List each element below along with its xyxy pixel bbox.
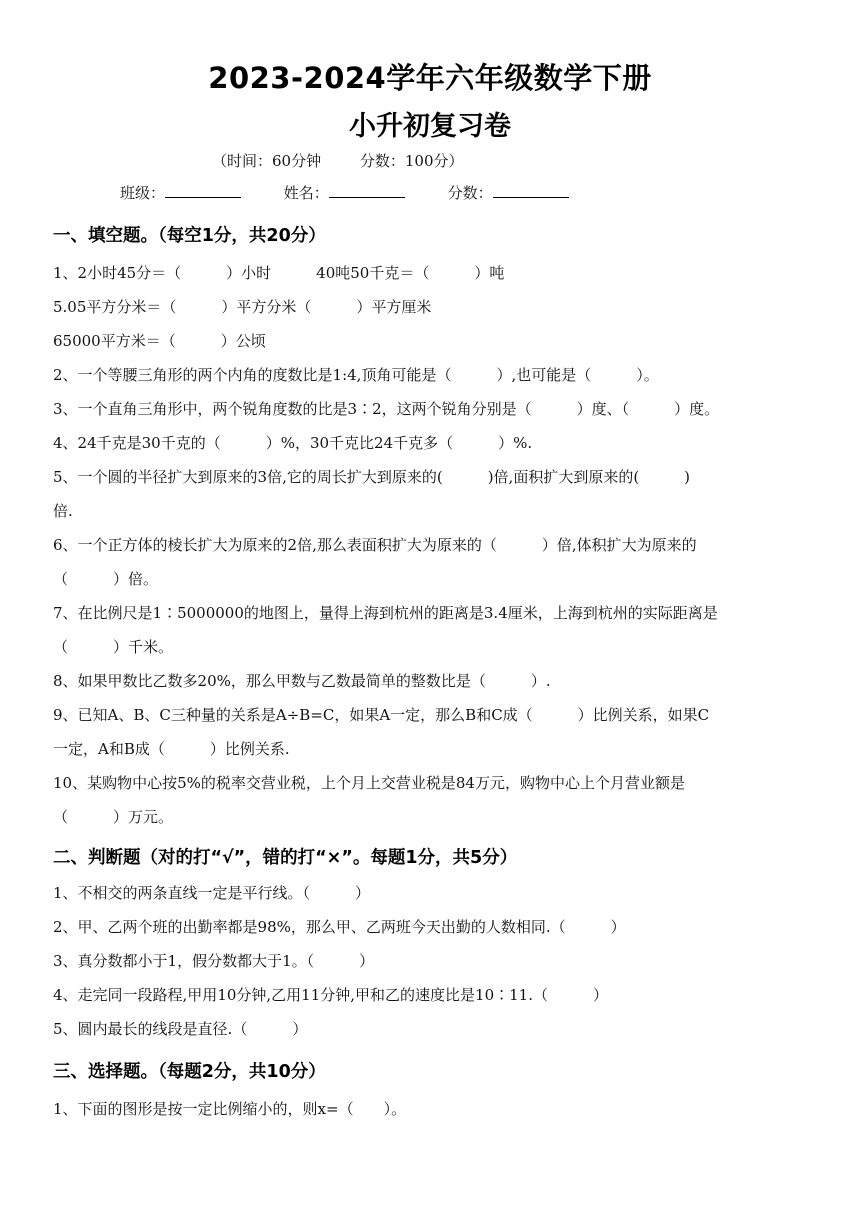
section1-heading: 一、填空题。（每空1分，共20分） — [53, 226, 326, 246]
question-line: 1、下面的图形是按一定比例缩小的，则x=（ ）。 — [53, 1100, 407, 1118]
question-line: 1、2小时45分＝（ ）小时 40吨50千克＝（ ）吨 — [53, 264, 505, 282]
question-line: 4、走完同一段路程,甲用10分钟,乙用11分钟,甲和乙的速度比是10∶11.（ ） — [53, 986, 608, 1004]
exam-info — [212, 150, 498, 171]
question-line: 5、一个圆的半径扩大到原来的3倍,它的周长扩大到原来的( )倍,面积扩大到原来的( ) — [53, 468, 691, 486]
question-line: 一定，A和B成（ ）比例关系. — [53, 740, 290, 758]
time-info: （时间：60分钟 — [212, 152, 322, 170]
question-line: 8、如果甲数比乙数多20%，那么甲数与乙数最简单的整数比是（ ）. — [53, 672, 551, 690]
question-line: （ ）万元。 — [53, 808, 174, 826]
class-blank[interactable] — [165, 183, 241, 198]
question-line: 3、真分数都小于1，假分数都大于1。（ ） — [53, 952, 375, 970]
question-line: （ ）千米。 — [53, 638, 174, 656]
question-line: 5、圆内最长的线段是直径.（ ） — [53, 1020, 308, 1038]
question-line: 4、24千克是30千克的（ ）%，30千克比24千克多（ ）%. — [53, 434, 533, 452]
exam-subtitle: 小升初复习卷 — [349, 111, 511, 142]
name-field — [284, 182, 405, 203]
question-line: 7、在比例尺是1∶5000000的地图上，量得上海到杭州的距离是3.4厘米，上海到杭州的实际距离是 — [53, 604, 718, 622]
exam-title: 2023-2024学年六年级数学下册 — [208, 61, 652, 95]
class-label: 班级： — [120, 184, 166, 202]
question-line: （ ）倍。 — [53, 570, 159, 588]
question-line: 3、一个直角三角形中，两个锐角度数的比是3∶2，这两个锐角分别是（ ）度、（ ）度。 — [53, 400, 720, 418]
score-label: 分数： — [447, 184, 493, 202]
name-label: 姓名： — [283, 184, 329, 202]
student-fields — [120, 182, 607, 203]
total-score-info: 分数：100分） — [359, 152, 464, 170]
section2-heading: 二、判断题（对的打“√”，错的打“×”。每题1分，共5分） — [53, 848, 518, 868]
question-line: 10、某购物中心按5%的税率交营业税，上个月上交营业税是84万元，购物中心上个月营业额是 — [53, 774, 685, 792]
question-line: 1、不相交的两条直线一定是平行线。（ ） — [53, 884, 371, 902]
class-field — [120, 182, 241, 203]
score-blank[interactable] — [493, 183, 569, 198]
section3-heading: 三、选择题。（每题2分，共10分） — [53, 1062, 326, 1082]
score-field — [448, 182, 569, 203]
question-line: 5.05平方分米＝（ ）平方分米（ ）平方厘米 — [53, 298, 432, 316]
question-line: 2、一个等腰三角形的两个内角的度数比是1:4,顶角可能是（ ）,也可能是（ ）。 — [53, 366, 659, 384]
question-line: 6、一个正方体的棱长扩大为原来的2倍,那么表面积扩大为原来的（ ）倍,体积扩大为原来的 — [53, 536, 697, 554]
name-blank[interactable] — [329, 183, 405, 198]
question-line: 65000平方米＝（ ）公顷 — [53, 332, 266, 350]
question-line: 9、已知A、B、C三种量的关系是A÷B=C，如果A一定，那么B和C成（ ）比例关系，如果C — [53, 706, 710, 724]
question-line: 2、甲、乙两个班的出勤率都是98%，那么甲、乙两班今天出勤的人数相同.（ ） — [53, 918, 626, 936]
question-line: 倍. — [53, 502, 73, 520]
